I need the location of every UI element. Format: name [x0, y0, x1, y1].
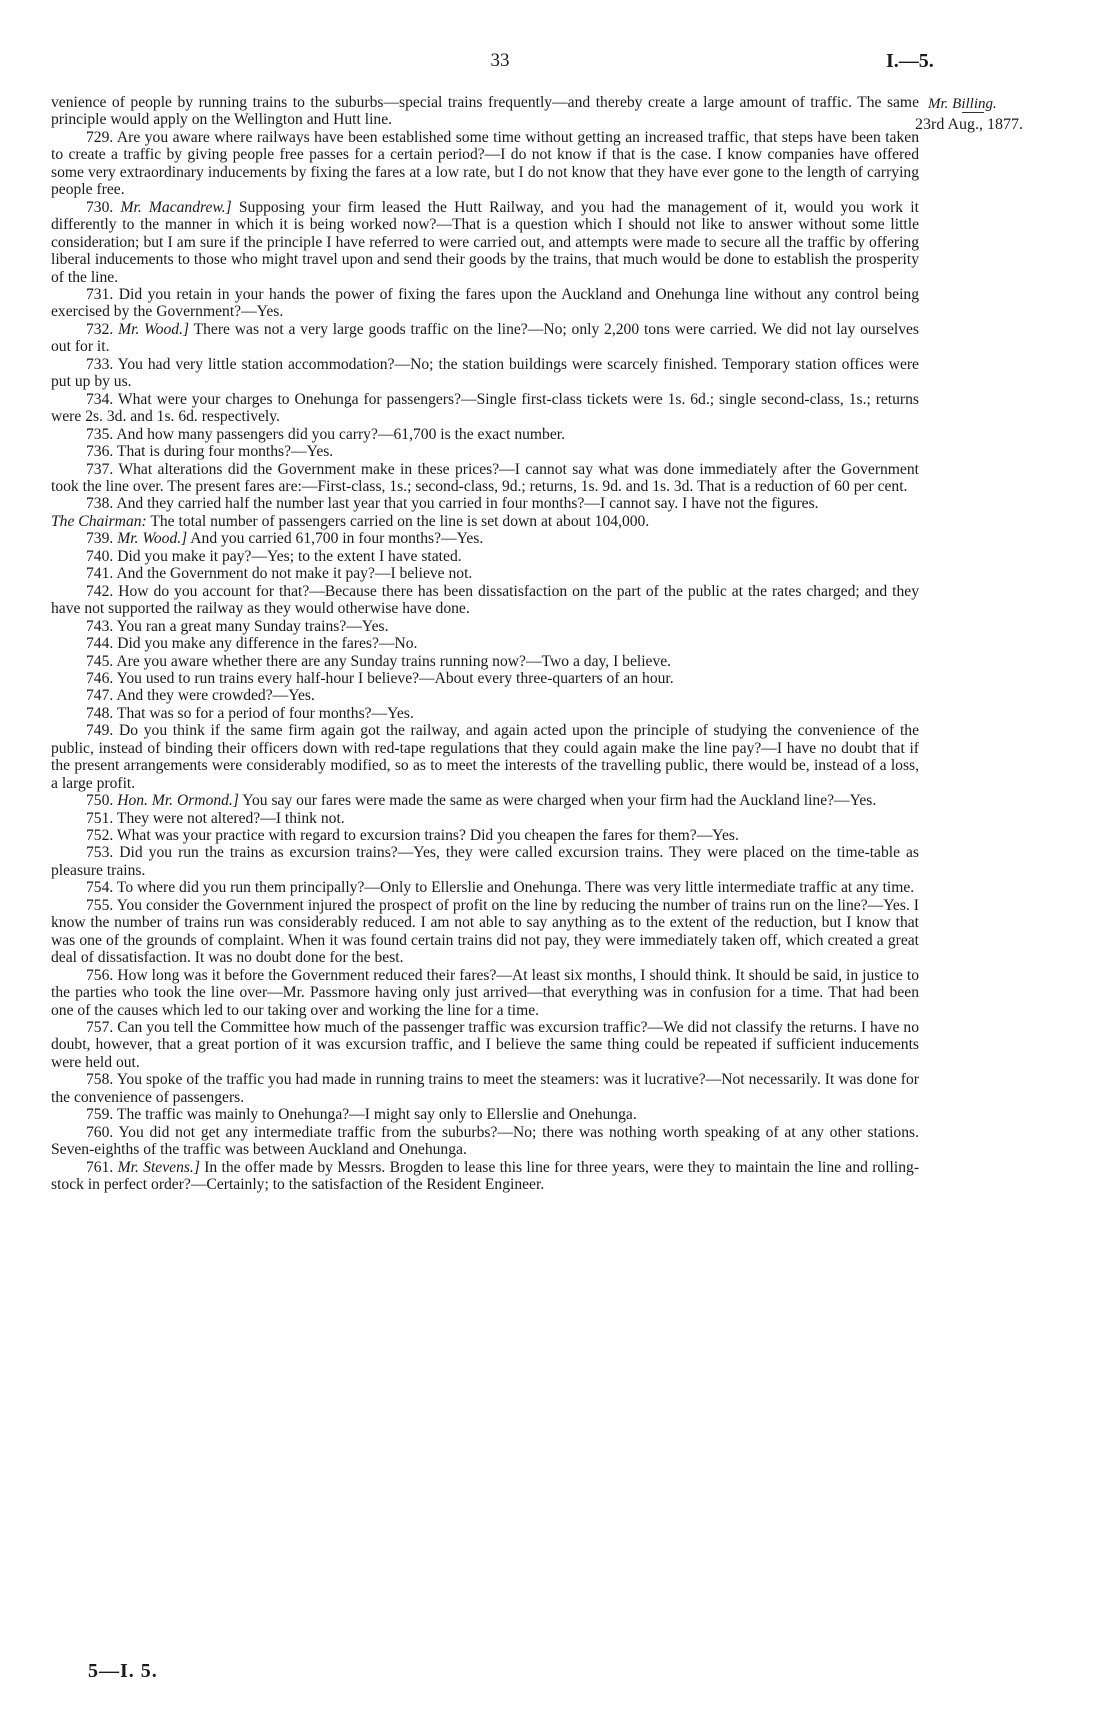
- paragraph-text: And they carried half the number last year that you carried in four months?—I cannot say. I have not the figures.: [116, 495, 819, 513]
- testimony-paragraph: [51, 967, 919, 1019]
- paragraph-text: What was your practice with regard to excursion trains? Did you cheapen the fares for them?—Yes.: [116, 827, 739, 845]
- speaker-name: Hon. Mr. Ormond.]: [117, 792, 239, 810]
- question-number: 738.: [86, 495, 114, 513]
- question-number: 733.: [86, 355, 114, 373]
- testimony-paragraph: [51, 426, 919, 443]
- testimony-paragraph: [51, 635, 919, 652]
- paragraph-text: They were not altered?—I think not.: [116, 809, 345, 827]
- speaker-name: Mr. Stevens.]: [117, 1158, 200, 1176]
- paragraph-text: And the Government do not make it pay?—I believe not.: [116, 565, 473, 583]
- paragraph-text: Did you retain in your hands the power of fixing the fares upon the Auckland and Onehunga line without any control being exercised by the Government?—Yes.: [51, 285, 919, 321]
- paragraph-text: How do you account for that?—Because there has been dissatisfaction on the part of the public at the rates charged; and they have not supported the railway as they would otherwise have done.: [51, 582, 919, 618]
- question-number: 748.: [86, 704, 114, 722]
- question-number: 757.: [86, 1019, 114, 1037]
- testimony-paragraph: [51, 897, 919, 967]
- question-number: 743.: [86, 617, 114, 635]
- paragraph-text: Can you tell the Committee how much of the passenger traffic was excursion traffic?—We did not classify the returns. I have no doubt, however, that a great portion of it was excursion traffic, and I believe the same thing could be repeated if sufficient inducements were held out.: [51, 1019, 919, 1071]
- testimony-paragraph: [51, 391, 919, 426]
- paragraph-text: And you carried 61,700 in four months?—Yes.: [190, 530, 484, 548]
- testimony-paragraph: [51, 1106, 919, 1123]
- testimony-paragraph: [51, 583, 919, 618]
- testimony-paragraph: [51, 461, 919, 496]
- question-number: 744.: [86, 635, 114, 653]
- paragraph-text: Are you aware whether there are any Sunday trains running now?—Two a day, I believe.: [116, 652, 672, 670]
- testimony-paragraph: [51, 565, 919, 582]
- paragraph-text: Did you make it pay?—Yes; to the extent I have stated.: [117, 547, 462, 565]
- page-number: 33: [490, 50, 510, 71]
- paragraph-text: You spoke of the traffic you had made in running trains to meet the steamers: was it lucrative?—Not necessarily. It was done for the convenience of passengers.: [51, 1071, 919, 1106]
- testimony-paragraph: [51, 722, 919, 792]
- speaker-name: Mr. Wood.]: [118, 320, 190, 338]
- question-number: 750.: [86, 792, 114, 810]
- testimony-paragraph: [51, 705, 919, 722]
- question-number: 754.: [86, 879, 114, 897]
- testimony-paragraph: [51, 321, 919, 356]
- question-number: 732.: [86, 320, 114, 338]
- testimony-paragraph: [51, 792, 919, 809]
- question-number: 740.: [86, 547, 114, 565]
- testimony-paragraph: [51, 879, 919, 896]
- paragraph-text: You consider the Government injured the prospect of profit on the line by reducing the number of trains run on the line?—Yes. I know the number of trains run was considerably reduced. I am not able to say anything as to the extent of the reduction, but I know that was one of the grounds of complaint. When it was found certain trains did not pay, they were immediately taken off, which created a great deal of dissatisfaction. It was no doubt done for the best.: [51, 896, 919, 967]
- paragraph-text: There was not a very large goods traffic on the line?—No; only 2,200 tons were carried. We did not lay ourselves out for it.: [51, 320, 919, 356]
- testimony-paragraph: [51, 1159, 919, 1194]
- testimony-paragraph: [51, 827, 919, 844]
- paragraph-text: The total number of passengers carried on the line is set down at about 104,000.: [150, 512, 650, 530]
- paragraph-text: You say our fares were made the same as were charged when your firm had the Auckland line?—Yes.: [242, 792, 877, 810]
- question-number: 741.: [86, 565, 114, 583]
- question-number: 761.: [86, 1158, 114, 1176]
- question-number: 730.: [86, 198, 114, 216]
- paragraph-text: In the offer made by Messrs. Brogden to lease this line for three years, were they to maintain the line and rolling-stock in perfect order?—Certainly; to the satisfaction of the Resident Engineer.: [51, 1158, 920, 1194]
- question-number: 745.: [86, 652, 114, 670]
- speaker-name: Mr. Macandrew.]: [120, 198, 232, 216]
- question-number: 755.: [86, 896, 114, 914]
- question-number: 747.: [86, 687, 114, 705]
- testimony-paragraph: [51, 129, 919, 199]
- question-number: 760.: [86, 1123, 114, 1141]
- question-number: 736.: [86, 443, 114, 461]
- testimony-paragraph: [51, 618, 919, 635]
- margin-date: 23rd Aug., 1877.: [915, 116, 1023, 133]
- question-number: 734.: [86, 390, 114, 408]
- paragraph-text: To where did you run them principally?—Only to Ellerslie and Onehunga. There was very little intermediate traffic at any time.: [116, 879, 915, 897]
- testimony-paragraph: [51, 530, 919, 547]
- paragraph-text: What were your charges to Onehunga for passengers?—Single first-class tickets were 1s. 6d.; single second-class, 1s.; returns were 2s. 3d. and 1s. 6d. respectively.: [51, 390, 919, 426]
- page-signature: 5—I. 5.: [88, 1660, 158, 1682]
- question-number: 729.: [86, 128, 114, 146]
- question-number: 759.: [86, 1106, 114, 1124]
- paragraph-text: And how many passengers did you carry?—61,700 is the exact number.: [116, 425, 565, 443]
- testimony-paragraph: [51, 548, 919, 565]
- paragraph-text: Did you make any difference in the fares?—No.: [117, 635, 418, 653]
- question-number: 742.: [86, 582, 114, 600]
- testimony-paragraph: [51, 199, 919, 286]
- paragraph-text: And they were crowded?—Yes.: [116, 687, 315, 705]
- paragraph-text: Are you aware where railways have been established some time without getting an increased traffic, that steps have been taken to create a traffic by giving people free passes for a certain period?—I do not know if that is the case. I know companies have offered some very extraordinary inducements by fixing the fares at a low rate, but I do not know that they have ever gone to the length of carrying people free.: [51, 128, 919, 199]
- paragraph-text: How long was it before the Government reduced their fares?—At least six months, I should think. It should be said, in justice to the parties who took the line over—Mr. Passmore having only just arrived—that everything was in confusion for a time. That had been one of the causes which led to our taking over and working the line for a time.: [51, 966, 920, 1019]
- testimony-paragraph: [51, 844, 919, 879]
- testimony-paragraph: [51, 1124, 919, 1159]
- paragraph-text: Do you think if the same firm again got the railway, and again acted upon the principle of studying the convenience of the public, instead of binding their officers down with red-tape regulations that they could again make the line pay?—I have no doubt that if the present arrangements were considerably modified, so as to meet the interests of the travelling public, there would be, instead of a loss, a large profit.: [51, 722, 919, 792]
- testimony-paragraph: [51, 94, 919, 129]
- testimony-paragraph: [51, 286, 919, 321]
- question-number: 735.: [86, 425, 114, 443]
- paragraph-text: The traffic was mainly to Onehunga?—I might say only to Ellerslie and Onehunga.: [116, 1106, 637, 1124]
- paragraph-text: Did you run the trains as excursion trains?—Yes, they were called excursion trains. They were placed on the time-table as pleasure trains.: [51, 844, 919, 879]
- testimony-paragraph: [51, 513, 919, 530]
- paragraph-text: That is during four months?—Yes.: [116, 443, 334, 461]
- speaker-name: Mr. Wood.]: [117, 530, 188, 548]
- speaker-name: The Chairman:: [51, 512, 147, 530]
- testimony-paragraph: [51, 356, 919, 391]
- testimony-paragraph: [51, 495, 919, 512]
- margin-witness: Mr. Billing.: [928, 96, 997, 112]
- testimony-paragraph: [51, 810, 919, 827]
- testimony-paragraph: [51, 653, 919, 670]
- testimony-paragraph: [51, 687, 919, 704]
- paragraph-text: venience of people by running trains to the suburbs—special trains frequently—and thereby create a large amount of traffic. The same principle would apply on the Wellington and Hutt line.: [51, 94, 919, 129]
- margin-rule: [962, 112, 984, 113]
- question-number: 739.: [86, 530, 114, 548]
- testimony-paragraph: [51, 1071, 919, 1106]
- question-number: 749.: [86, 722, 114, 740]
- testimony-paragraph: [51, 670, 919, 687]
- question-number: 751.: [86, 809, 114, 827]
- paragraph-text: What alterations did the Government make in these prices?—I cannot say what was done immediately after the Government took the line over. The present fares are:—First-class, 1s.; second-class, 9d.; returns, 1s. 9d. and 1s. 3d. That is a reduction of 60 per cent.: [51, 460, 919, 495]
- testimony-paragraph: [51, 1019, 919, 1071]
- paragraph-text: You did not get any intermediate traffic from the suburbs?—No; there was nothing worth speaking of at any other stations. Seven-eighths of the traffic was between Auckland and Onehunga.: [51, 1123, 919, 1159]
- paragraph-text: You ran a great many Sunday trains?—Yes.: [116, 617, 389, 635]
- question-number: 758.: [86, 1071, 114, 1089]
- question-number: 756.: [86, 966, 114, 984]
- page-reference: I.—5.: [886, 50, 934, 72]
- question-number: 752.: [86, 827, 114, 845]
- question-number: 746.: [86, 669, 114, 687]
- paragraph-text: That was so for a period of four months?—Yes.: [116, 704, 414, 722]
- paragraph-text: Supposing your firm leased the Hutt Railway, and you had the management of it, would you work it differently to the manner in which it is being worked now?—That is a question which I should not like to answer without some little consideration; but I am sure if the principle I have referred to were carried out, and attempts were made to secure all the traffic by offering liberal inducements to those who might travel upon and send their goods by the trains, that much would be done to establish the prosperity of the line.: [51, 198, 919, 286]
- testimony-paragraph: [51, 443, 919, 460]
- body-text: [51, 94, 919, 1194]
- question-number: 737.: [86, 460, 114, 478]
- paragraph-text: You had very little station accommodation?—No; the station buildings were scarcely finished. Temporary station offices were put up by us.: [51, 355, 919, 391]
- question-number: 753.: [86, 844, 114, 862]
- paragraph-text: You used to run trains every half-hour I believe?—About every three-quarters of an hour.: [116, 669, 674, 687]
- question-number: 731.: [86, 285, 114, 303]
